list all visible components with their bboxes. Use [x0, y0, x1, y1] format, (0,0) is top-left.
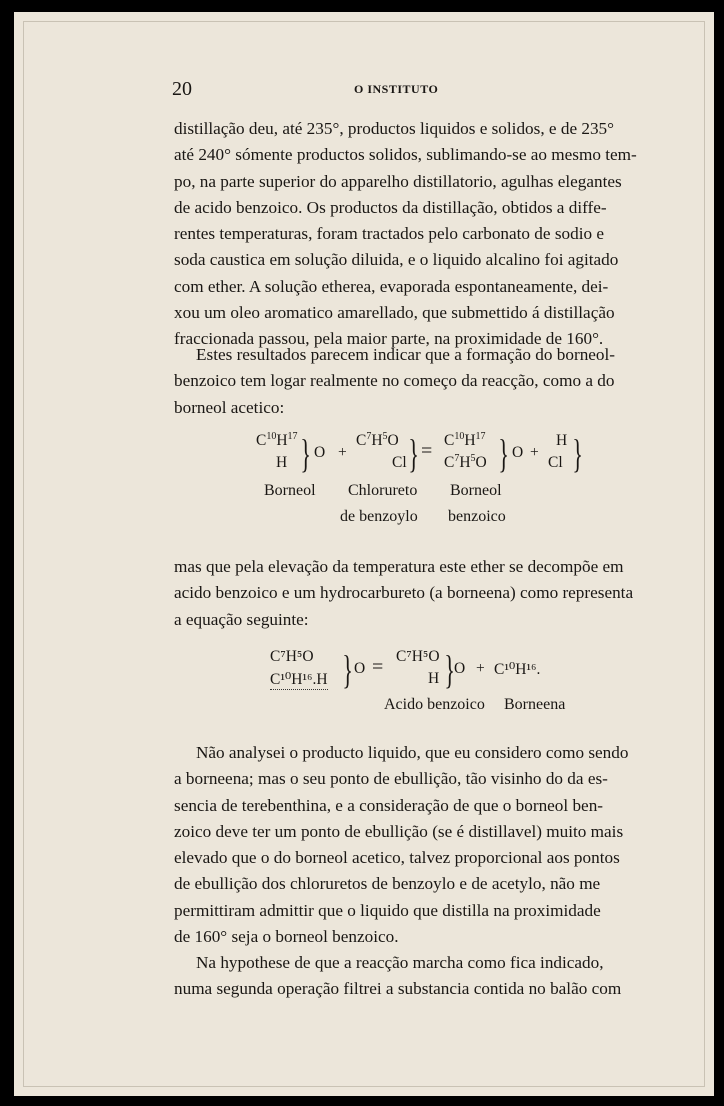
label-borneena: Borneena [504, 696, 566, 713]
brace: } [572, 431, 583, 476]
text-line: mas que pela elevação da temperatura este ether se decompõe em [174, 557, 624, 576]
formula-benzoyl: $C^7H^5O$ [356, 430, 399, 449]
paragraph-4 [174, 740, 660, 950]
text-line: borneol acetico: [174, 397, 285, 417]
text-line: soda caustica em solução diluida, e o liquido alcalino foi agitado [174, 250, 619, 270]
text-line: xou um oleo aromatico amarellado, que submettido á distillação [174, 303, 615, 323]
brace: } [444, 647, 455, 692]
oxygen: O [314, 444, 326, 461]
text-line: numa segunda operação filtrei a substancia contida no balão com [174, 979, 622, 999]
book-page [14, 12, 714, 1096]
plus-sign: + [338, 444, 347, 461]
paragraph-3 [174, 554, 660, 633]
hydrogen: H [428, 670, 440, 687]
text-line: de acido benzoico. Os productos da distillação, obtidos a diffe- [174, 197, 607, 217]
brace: } [408, 431, 419, 476]
plus-sign: + [530, 444, 539, 461]
hydrogen: H [556, 432, 568, 449]
text-line: sencia de terebenthina, e a consideração de que o borneol ben- [174, 795, 604, 815]
text-line: elevado que o do borneol acetico, talvez proporcional aos pontos [174, 848, 620, 868]
brace: } [300, 431, 311, 476]
label-acido-benzoico: Acido benzoico [384, 696, 485, 713]
text-line: distillação deu, até 235°, productos liquidos e solidos, e de 235° [174, 119, 615, 138]
text-line: de 160° seja o borneol benzoico. [174, 927, 399, 947]
text-line: Estes resultados parecem indicar que a formação do borneol- [196, 345, 616, 364]
formula-benzoyl-product: $C^7H^5O$ [444, 452, 487, 471]
text-line: a borneena; mas o seu ponto de ebullição, tão visinho do da es- [174, 769, 608, 789]
equals-sign: = [372, 656, 384, 678]
equals-sign: = [421, 440, 433, 462]
chlorine: Cl [392, 454, 407, 471]
label-de-benzoylo: de benzoylo [340, 508, 418, 525]
formula-benzoyl: C⁷H⁵O [270, 648, 314, 665]
text-line: Na hypothese de que a reacção marcha como fica indicado, [196, 953, 604, 972]
text-line: po, na parte superior do apparelho distillatorio, agulhas elegantes [174, 171, 622, 191]
formula-borneol-product: $C^{10}H^{17}$ [444, 430, 486, 449]
label-benzoico: benzoico [448, 508, 506, 525]
text-line: permittiram admittir que o liquido que distilla na proximidade [174, 900, 601, 920]
label-borneol: Borneol [264, 482, 316, 499]
text-line: de ebullição dos chloruretos de benzoylo e de acetylo, não me [174, 874, 601, 894]
running-title: O INSTITUTO [354, 82, 439, 96]
formula-borneena: C¹⁰H¹⁶. [494, 661, 541, 678]
formula-borneol: $C^{10}H^{17}$ [256, 430, 298, 449]
oxygen: O [454, 660, 466, 677]
text-line: Não analysei o producto liquido, que eu considero como sendo [196, 743, 629, 762]
formula-borneena-h: C¹⁰H¹⁶.H [270, 671, 328, 688]
text-line: zoico deve ter um ponto de ebullição (se é distillavel) muito mais [174, 821, 624, 841]
page-header [172, 78, 642, 102]
plus-sign: + [476, 660, 485, 677]
paragraph-1 [174, 116, 660, 353]
text-line: a equação seguinte: [174, 609, 309, 629]
paragraph-2 [174, 342, 660, 421]
oxygen: O [354, 660, 366, 677]
oxygen: O [512, 444, 524, 461]
text-line: acido benzoico e um hydrocarbureto (a borneena) como representa [174, 583, 634, 603]
paragraph-5 [174, 950, 660, 1003]
text-line: até 240° sómente productos solidos, sublimando-se ao mesmo tem- [174, 145, 637, 165]
label-borneol-product: Borneol [450, 482, 502, 499]
page-number: 20 [172, 78, 192, 100]
brace: } [498, 431, 509, 476]
equation-decomposition [268, 648, 588, 724]
equation-borneol-benzoylo [254, 432, 594, 542]
chlorine: Cl [548, 454, 563, 471]
label-chlorureto: Chlorureto [348, 482, 418, 499]
text-line: fraccionada passou, pela maior parte, na proximidade de 160°. [174, 329, 604, 349]
brace: } [342, 647, 353, 692]
text-line: com ether. A solução etherea, evaporada espontaneamente, dei- [174, 276, 609, 296]
formula-borneol-h: H [276, 454, 288, 471]
text-line: rentes temperaturas, foram tractados pelo carbonato de sodio e [174, 224, 604, 244]
formula-benzoyl-acid: C⁷H⁵O [396, 648, 440, 665]
text-line: benzoico tem logar realmente no começo da reacção, como a do [174, 371, 615, 391]
